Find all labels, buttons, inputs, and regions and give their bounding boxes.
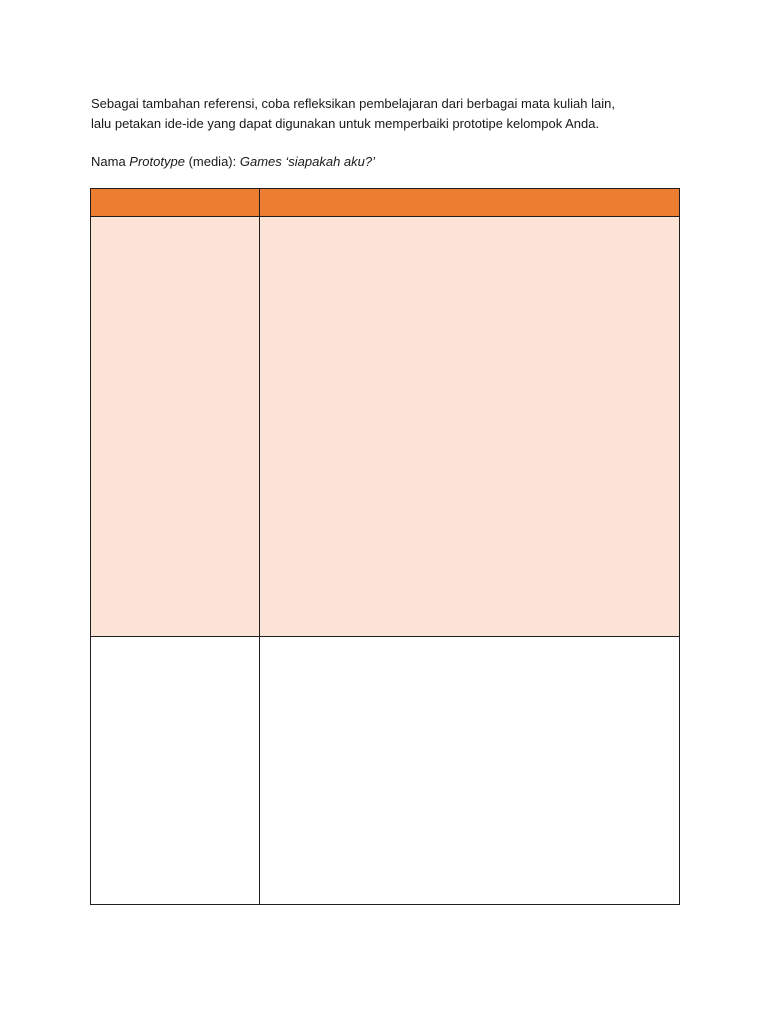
table-cell[interactable] [91,637,260,905]
intro-line-2: lalu petakan ide-ide yang dapat digunakan untuk memperbaiki prototipe kelompok Anda. [91,116,600,131]
header-cell-left [91,189,260,217]
prototype-name-value: Games ‘siapakah aku?’ [239,154,375,169]
header-cell-right [260,189,680,217]
intro-paragraph [91,94,691,134]
intro-line-1: Sebagai tambahan referensi, coba refleksikan pembelajaran dari berbagai mata kuliah lain, [91,96,615,111]
prototype-name-line [91,152,375,172]
table-cell[interactable] [91,217,260,637]
table-header-row [91,189,680,217]
table-row [91,637,680,905]
reflection-table [90,188,680,905]
table-cell[interactable] [260,637,680,905]
table-cell[interactable] [260,217,680,637]
prototype-label-italic: Prototype [129,154,185,169]
prototype-label-prefix: Nama [91,154,130,169]
table-row [91,217,680,637]
prototype-label-suffix: (media): [184,154,240,169]
